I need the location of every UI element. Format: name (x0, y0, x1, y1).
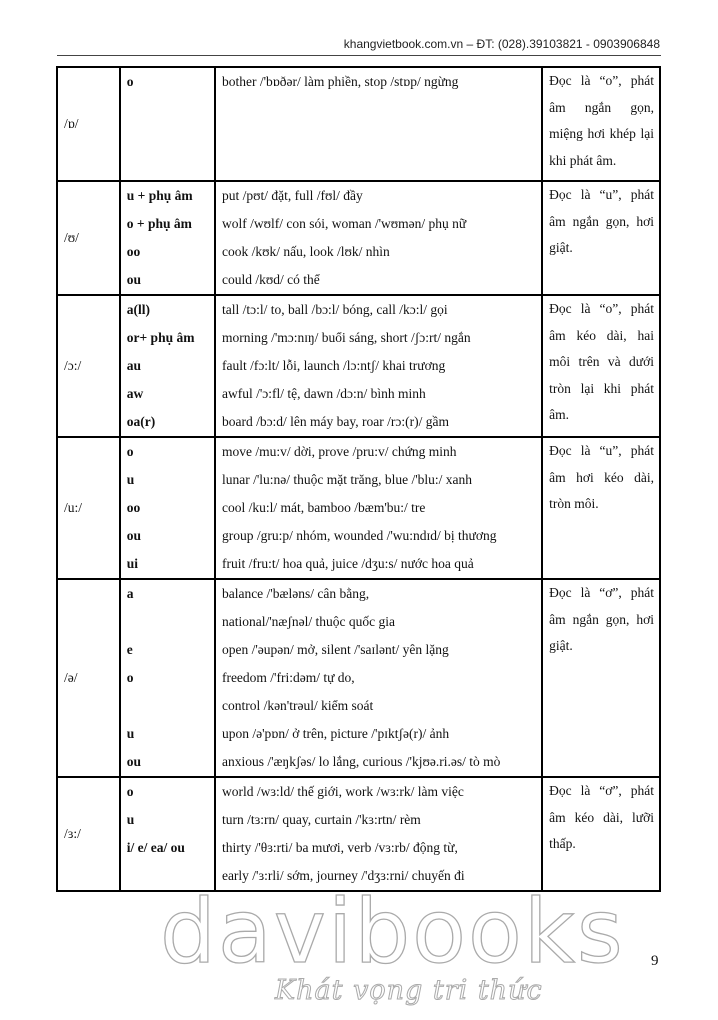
spelling: o (126, 670, 134, 685)
example: freedom /'fri:dəm/ tự do, (221, 670, 355, 685)
spelling (127, 96, 214, 124)
example: cook /kʊk/ nấu, look /lʊk/ nhìn (221, 244, 390, 259)
example: fault /fɔ:lt/ lỗi, launch /lɔ:ntʃ/ khai trương (221, 358, 446, 373)
spelling: o (126, 74, 134, 89)
pronunciation-note: Đọc là “u”, phát âm ngắn gọn, hơi giật. (549, 187, 654, 255)
spelling: aw (126, 386, 144, 401)
note-cell (542, 579, 660, 777)
header-divider (57, 55, 661, 56)
example (222, 152, 541, 180)
examples-cell (215, 67, 542, 181)
table-row (57, 437, 660, 579)
note-cell (542, 181, 660, 295)
example: world /wɜ:ld/ thế giới, work /wɜ:rk/ làm việc (221, 784, 464, 799)
sound-cell (57, 181, 120, 295)
sound-symbol: /ə/ (64, 670, 78, 685)
example: board /bɔ:d/ lên máy bay, roar /rɔ:(r)/ gầm (221, 414, 449, 429)
spelling (127, 608, 214, 636)
example: bother /'bɒðər/ làm phiền, stop /stɒp/ ngừng (221, 74, 459, 89)
table-row (57, 295, 660, 437)
note-cell (542, 777, 660, 891)
watermark-logo: davibooks (160, 880, 625, 983)
sound-symbol: /ʊ/ (64, 230, 79, 245)
spelling: oo (126, 500, 141, 515)
spelling: ui (126, 556, 139, 571)
table-row (57, 777, 660, 891)
examples-cell (215, 579, 542, 777)
pronunciation-note: Đọc là “o”, phát âm kéo dài, hai môi trên và dưới tròn lại khi phát âm. (549, 301, 654, 422)
example: move /mu:v/ dời, prove /pru:v/ chứng minh (221, 444, 457, 459)
pronunciation-note: Đọc là “o”, phát âm ngắn gọn, miệng hơi khép lại khi phát âm. (549, 73, 654, 168)
examples-cell (215, 295, 542, 437)
sound-symbol: /u:/ (64, 500, 83, 515)
spelling: oo (126, 244, 141, 259)
sound-symbol: /ɜ:/ (64, 826, 81, 841)
example: morning /'mɔ:nɪŋ/ buổi sáng, short /ʃɔ:rt/ ngắn (221, 330, 471, 345)
sound-symbol: /ɔ:/ (64, 358, 82, 373)
sound-symbol: /ɒ/ (64, 116, 79, 131)
spelling: ou (126, 528, 142, 543)
sound-cell (57, 437, 120, 579)
example: tall /tɔ:l/ to, ball /bɔ:l/ bóng, call /kɔ:l/ gọi (221, 302, 448, 317)
sound-cell (57, 579, 120, 777)
spelling-cell (120, 437, 215, 579)
spelling: u + phụ âm (126, 188, 193, 203)
example: upon /ə'pɒn/ ở trên, picture /'pɪktʃə(r)/ ảnh (221, 726, 450, 741)
spelling: o (126, 444, 134, 459)
spelling: u (126, 812, 135, 827)
examples-cell (215, 777, 542, 891)
spelling-cell (120, 777, 215, 891)
note-cell (542, 295, 660, 437)
spelling: ou (126, 754, 142, 769)
spelling-cell (120, 579, 215, 777)
example: turn /tɜ:rn/ quay, curtain /'kɜ:rtn/ rèm (221, 812, 421, 827)
spelling (127, 124, 214, 152)
sound-cell (57, 777, 120, 891)
spelling: u (126, 726, 135, 741)
example: fruit /fru:t/ hoa quả, juice /dʒu:s/ nước hoa quả (221, 556, 474, 571)
watermark-slogan: Khát vọng tri thức (275, 975, 543, 1006)
example: put /pʊt/ đặt, full /fʊl/ đầy (221, 188, 363, 203)
table-row (57, 181, 660, 295)
pronunciation-note: Đọc là “u”, phát âm hơi kéo dài, tròn môi. (549, 443, 654, 511)
spelling: o + phụ âm (126, 216, 192, 231)
page-header: khangvietbook.com.vn – ĐT: (028).39103821 - 0903906848 (343, 37, 660, 51)
spelling: u (126, 472, 135, 487)
spelling: o (126, 784, 134, 799)
examples-cell (215, 181, 542, 295)
spelling: or+ phụ âm (126, 330, 195, 345)
spelling-cell (120, 181, 215, 295)
example: awful /'ɔ:fl/ tệ, dawn /dɔ:n/ bình minh (221, 386, 426, 401)
table-row (57, 579, 660, 777)
example: could /kʊd/ có thể (221, 272, 320, 287)
phonetics-table (56, 66, 661, 892)
page-number: 9 (651, 953, 659, 969)
pronunciation-note: Đọc là “ơ”, phát âm ngắn gọn, hơi giật. (549, 585, 654, 653)
spelling: oa(r) (126, 414, 156, 429)
spelling (127, 152, 214, 180)
note-cell (542, 437, 660, 579)
spelling-cell (120, 67, 215, 181)
note-cell (542, 67, 660, 181)
sound-cell (57, 295, 120, 437)
example: cool /ku:l/ mát, bamboo /bæm'bu:/ tre (221, 500, 426, 515)
table-row (57, 67, 660, 181)
spelling: au (126, 358, 142, 373)
example: open /'əupən/ mở, silent /'saɪlənt/ yên lặng (221, 642, 449, 657)
example (222, 124, 541, 152)
examples-cell (215, 437, 542, 579)
spelling: i/ e/ ea/ ou (126, 840, 185, 855)
pronunciation-note: Đọc là “ơ”, phát âm kéo dài, lưỡi thấp. (549, 783, 654, 851)
spelling-cell (120, 295, 215, 437)
example: thirty /'θɜ:rti/ ba mươi, verb /vɜ:rb/ động từ, (221, 840, 458, 855)
spelling: ou (126, 272, 142, 287)
sound-cell (57, 67, 120, 181)
example: group /gru:p/ nhóm, wounded /'wu:ndɪd/ bị thương (221, 528, 497, 543)
example: control /kən'trəul/ kiểm soát (221, 698, 374, 713)
example: lunar /'lu:nə/ thuộc mặt trăng, blue /'blu:/ xanh (221, 472, 473, 487)
example (222, 96, 541, 124)
spelling: a (126, 586, 134, 601)
example: national/'næʃnəl/ thuộc quốc gia (221, 614, 395, 629)
spelling: a(ll) (126, 302, 150, 317)
example: wolf /wʊlf/ con sói, woman /'wʊmən/ phụ nữ (221, 216, 467, 231)
spelling (127, 692, 214, 720)
example: balance /'bæləns/ cân bằng, (221, 586, 370, 601)
example: anxious /'æŋkʃəs/ lo lắng, curious /'kjʊə.ri.əs/ tò mò (221, 754, 501, 769)
example: early /'ɜ:rli/ sớm, journey /'dʒɜ:rni/ chuyến đi (221, 868, 465, 883)
spelling: e (126, 642, 133, 657)
